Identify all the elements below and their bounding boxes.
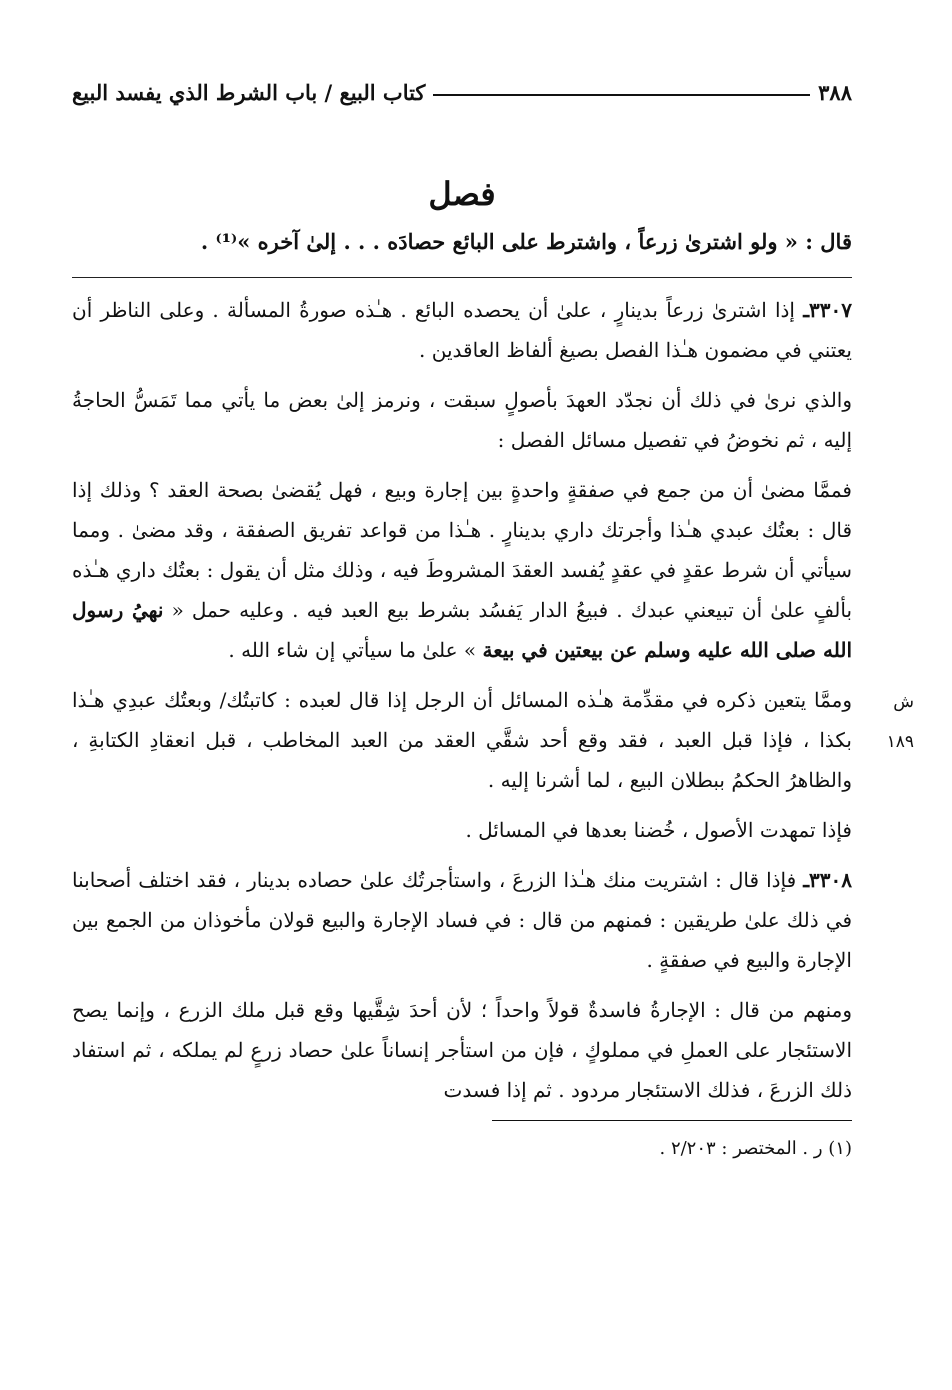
- section-title: فصل: [428, 175, 496, 213]
- paragraph: [72, 470, 852, 670]
- footnote: (١) ر . المختصر : ٢/٢٠٣ .: [659, 1138, 852, 1159]
- paragraph: [72, 810, 852, 850]
- paragraph-number: ٣٣٠٧ـ: [803, 298, 853, 322]
- quoted-statement: قال : « ولو اشترىٰ زرعاً ، واشترط على البائع حصادَه . . . إلىٰ آخره »⁽¹⁾ .: [200, 229, 852, 254]
- hadith-quote: نهيُ رسول الله صلى الله عليه وسلم عن بيعتين في بيعة: [72, 598, 852, 662]
- paragraph-text: ومنهم من قال : الإجارةُ فاسدةٌ قولاً واحداً ؛ لأن أحدَ شِقَّيها وقع قبل ملك الزرع ، وإنما يصح الاستئجار على العملِ في مملوكٍ ، فإن من استأجر إنساناً علىٰ حصاد زرعٍ لم يملكه ، ثم استفاد ذلك الزرعَ ، فذلك الاستئجار مردود . ثم إذا فسدت: [72, 998, 852, 1102]
- paragraph-3308: [72, 860, 852, 980]
- paragraph: [72, 990, 852, 1110]
- paragraph-text: فممَّا مضىٰ أن من جمع في صفقةٍ واحدةٍ بين إجارة وبيع ، فهل يُقضىٰ بصحة العقد ؟ وذلك إذا قال : بعتُك عبدي هـٰذا وأجرتك داري بدينارٍ . هـٰذا من قواعد تفريق الصفقة ، وقد مضىٰ . ومما سيأتي أن شرط عقدٍ في عقدٍ يُفسد العقدَ المشروطَ فيه ، وذلك مثل أن يقول : بعتُك داري هـٰذه بألفٍ علىٰ أن تبيعني عبدك . فبيعُ الدار يَفسُد بشرط بيع العبد فيه . وعليه حمل «: [72, 478, 853, 622]
- margin-note: ش ١٨٩: [886, 692, 914, 752]
- header-title: كتاب البيع / باب الشرط الذي يفسد البيع: [72, 80, 426, 105]
- paragraph-3307: [72, 290, 852, 370]
- header-rule: [433, 94, 810, 96]
- paragraph-number: ٣٣٠٨ـ: [803, 868, 853, 892]
- paragraph-text: والذي نرىٰ في ذلك أن نجدّد العهدَ بأصولٍ سبقت ، ونرمز إلىٰ بعض ما يأتي مما تَمَسُّ الحاجةُ إليه ، ثم نخوضُ في تفصيل مسائل الفصل :: [72, 388, 852, 452]
- running-header: [72, 80, 852, 105]
- paragraph-text: فإذا قال : اشتريت منك هـٰذا الزرعَ ، واستأجرتُك علىٰ حصاده بدينار ، فقد اختلف أصحابنا في ذلك علىٰ طريقين : فمنهم من قال : في فساد الإجارة والبيع قولان مأخوذان من الجمع بين الإجارة والبيع في صفقةٍ .: [72, 868, 852, 972]
- paragraph-text: وممَّا يتعين ذكره في مقدِّمة هـٰذه المسائل أن الرجل إذا قال لعبده : كاتبتُك/ وبعتُك عبدِي هـٰذا بكذا ، فإذا قبل العبد ، فقد وقع أحد شقَّي العقد من العبد المخاطب ، قبل انعقادِ الكتابةِ ، والظاهرُ الحكمُ ببطلان البيع ، لما أشرنا إليه .: [72, 688, 852, 792]
- paragraph-text: إذا اشترىٰ زرعاً بدينارٍ ، علىٰ أن يحصده البائع . هـٰذه صورةُ المسألة . وعلى الناظر أن يعتني في مضمون هـٰذا الفصل بصيغ ألفاظ العاقدين .: [72, 298, 852, 362]
- section-separator: [72, 277, 852, 278]
- page-number: ٣٨٨: [818, 80, 852, 105]
- paragraph: [72, 380, 852, 460]
- paragraph-text: فإذا تمهدت الأصول ، خُضنا بعدها في المسائل .: [465, 818, 852, 842]
- paragraph-tail: » علىٰ ما سيأتي إن شاء الله .: [228, 638, 477, 662]
- paragraph: [72, 680, 852, 800]
- footnote-rule: [492, 1120, 852, 1121]
- page: [72, 80, 914, 1163]
- paragraph-with-margin: [72, 680, 914, 800]
